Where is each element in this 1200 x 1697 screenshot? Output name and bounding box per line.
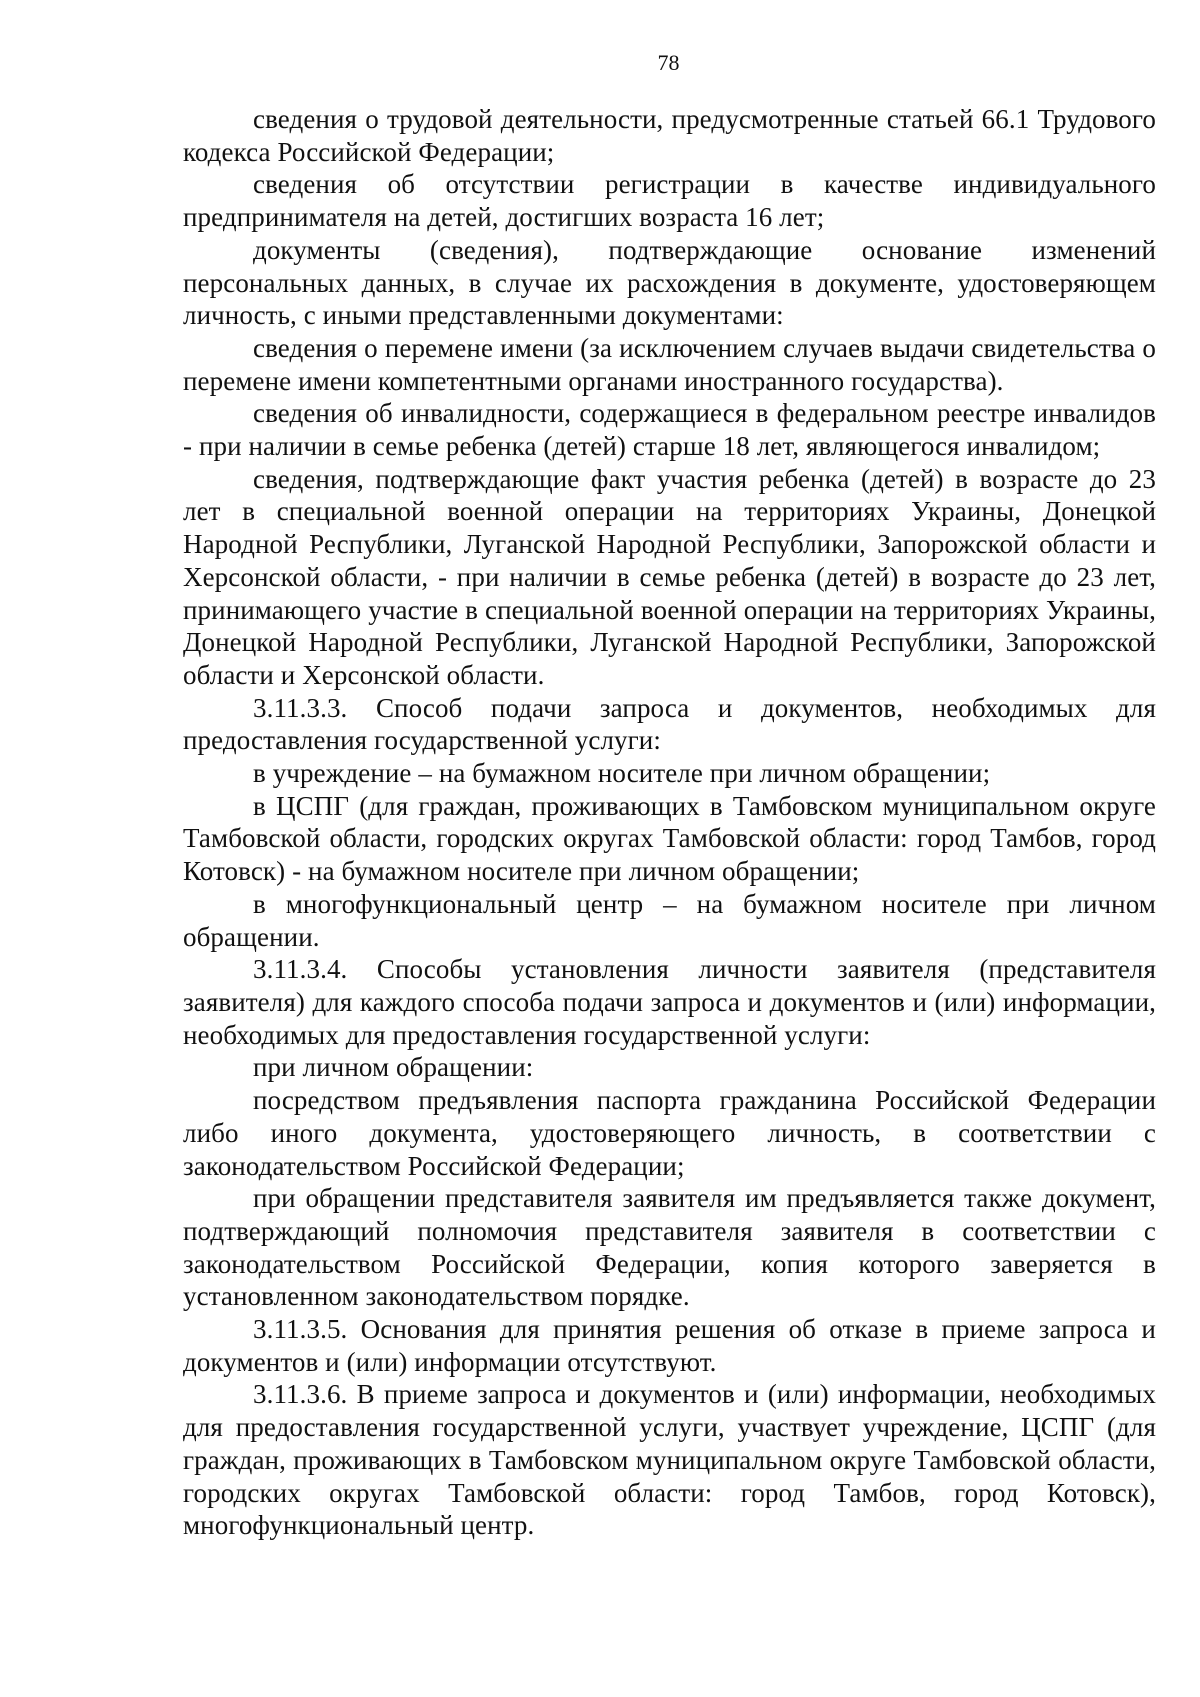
paragraph-personal-data-changes: документы (сведения), подтверждающие основание изменений персональных данных, в случае их расхождения в документе, удостоверяющем личность, с иными представленными документами:: [183, 234, 1156, 331]
paragraph-disability-info: сведения об инвалидности, содержащиеся в федеральном реестре инвалидов - при наличии в семье ребенка (детей) старше 18 лет, являющегося инвалидом;: [183, 398, 1156, 462]
paragraph-submission-mfc: в многофункциональный центр – на бумажном носителе при личном обращении.: [183, 888, 1156, 952]
paragraph-representative: при обращении представителя заявителя им предъявляется также документ, подтверждающий полномочия представителя заявителя в соответствии с законодательством Российской Федерации, копия которого заверяется в установленном законодательством порядке.: [183, 1183, 1156, 1312]
paragraph-submission-cspg: в ЦСПГ (для граждан, проживающих в Тамбовском муниципальном округе Тамбовской области, городских округах Тамбовской области: город Тамбов, город Котовск) - на бумажном носителе при личном обращении;: [183, 790, 1156, 887]
paragraph-3-11-3-6: 3.11.3.6. В приеме запроса и документов и (или) информации, необходимых для предоставления государственной услуги, участвует учреждение, ЦСПГ (для граждан, проживающих в Тамбовском муниципальном округе Тамбовской области, городских округах Тамбовской области: город Тамбов, город Котовск), многофункциональный центр.: [183, 1379, 1156, 1541]
paragraph-passport: посредством предъявления паспорта гражданина Российской Федерации либо иного документа, удостоверяющего личность, в соответствии с законодательством Российской Федерации;: [183, 1085, 1156, 1181]
paragraph-submission-institution: в учреждение – на бумажном носителе при личном обращении;: [253, 758, 991, 789]
paragraph-in-person: при личном обращении:: [253, 1052, 534, 1083]
paragraph-military-operation-participation: сведения, подтверждающие факт участия ребенка (детей) в возрасте до 23 лет в специальной военной операции на территориях Украины, Донецкой Народной Республики, Луганской Народной Республики, Запорожской области и Херсонской области, - при наличии в семье ребенка (детей) в возрасте до 23 лет, принимающего участие в специальной военной операции на территориях Украины, Донецкой Народной Республики, Луганской Народной Республики, Запорожской области и Херсонской области.: [183, 463, 1156, 690]
paragraph-no-entrepreneur-registration: сведения об отсутствии регистрации в качестве индивидуального предпринимателя на детей, достигших возраста 16 лет;: [183, 169, 1156, 233]
document-body: [183, 103, 1156, 1542]
paragraph-3-11-3-3: 3.11.3.3. Способ подачи запроса и документов, необходимых для предоставления государственной услуги:: [183, 692, 1156, 756]
paragraph-name-change: сведения о перемене имени (за исключением случаев выдачи свидетельства о перемене имени компетентными органами иностранного государства).: [183, 332, 1156, 396]
paragraph-3-11-3-5: 3.11.3.5. Основания для принятия решения об отказе в приеме запроса и документов и (или) информации отсутствуют.: [183, 1314, 1156, 1377]
page-number: 78: [657, 50, 680, 75]
paragraph-work-history: сведения о трудовой деятельности, предусмотренные статьей 66.1 Трудового кодекса Российской Федерации;: [183, 104, 1156, 167]
paragraph-3-11-3-4: 3.11.3.4. Способы установления личности заявителя (представителя заявителя) для каждого способа подачи запроса и документов и (или) информации, необходимых для предоставления государственной услуги:: [183, 954, 1156, 1050]
